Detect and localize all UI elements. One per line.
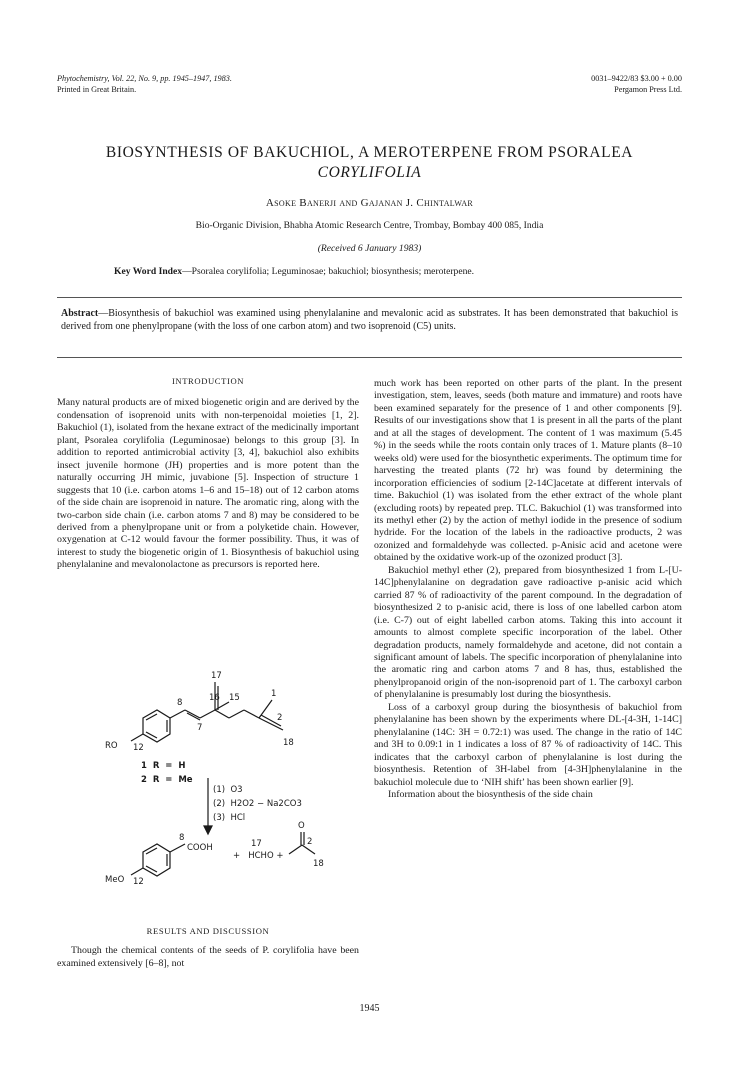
carbon-18: 18 bbox=[283, 738, 294, 748]
running-header-left bbox=[57, 74, 232, 95]
price-code: 0031–9422/83 $3.00 + 0.00 bbox=[591, 74, 682, 83]
carbon-18-acetone: 18 bbox=[313, 859, 324, 869]
carbon-16: 16 bbox=[209, 693, 220, 703]
carboxyl-group: COOH bbox=[187, 843, 213, 853]
received-date: (Received 6 January 1983) bbox=[317, 243, 422, 254]
introduction-section bbox=[57, 375, 359, 572]
carbon-12: 12 bbox=[133, 743, 144, 753]
carbon-15: 15 bbox=[229, 693, 240, 703]
divider-bottom bbox=[57, 357, 682, 358]
introduction-paragraph: Many natural products are of mixed biogenetic origin and are derived by the condensation of isoprenoid units with non-terpenoidal moieties [1, 2]. Bakuchiol (1), isolated from the hexane extract of the medicinally important plant, Psoralea corylifolia (Leguminosae) belongs to this group [3]. In addition to reported antimicrobial activity [3, 4], bakuchiol also exhibits insect juvenile hormone (JH) properties and is more potent than the naturally occurring JH mimic, juvabione [5]. Inspection of structure 1 suggests that 10 (i.e. carbon atoms 1–6 and 15–18) out of 12 carbon atoms of the side chain are isoprenoid in nature. The aromatic ring, along with the two-carbon side chain (i.e. carbon atoms 7 and 8) may be considered to be derived from a phenylpropane unit or from a polyketide chain. However, oxygenation at C-12 would favour the former possibility. Thus, it was of interest to study the biogenetic origin of 1. Biosynthesis of bakuchiol using phenylalanine and mevalonolactone as precursors is reported here. bbox=[57, 397, 359, 571]
running-header-right bbox=[591, 74, 682, 95]
abstract-label: Abstract bbox=[61, 308, 99, 319]
step-ozonolysis: (1) O3 bbox=[213, 785, 243, 795]
compound-1-label: 1 R = H bbox=[141, 761, 186, 771]
abstract bbox=[61, 307, 678, 334]
results-heading: RESULTS AND DISCUSSION bbox=[146, 926, 270, 936]
title-line-1: BIOSYNTHESIS OF BAKUCHIOL, A MEROTERPENE FROM PSORALEA bbox=[105, 144, 634, 161]
divider-top bbox=[57, 297, 682, 298]
journal-citation: Phytochemistry, Vol. 22, No. 9, pp. 1945–1947, 1983. bbox=[57, 74, 232, 83]
carbon-8-anisic: 8 bbox=[179, 833, 185, 843]
paragraph-side-chain: Information about the biosynthesis of the side chain bbox=[388, 788, 593, 800]
carbon-12-anisic: 12 bbox=[133, 877, 144, 887]
printed-in: Printed in Great Britain. bbox=[57, 84, 137, 94]
acetone-oxygen: O bbox=[298, 821, 305, 831]
affiliation: Bio-Organic Division, Bhabha Atomic Research Centre, Trombay, Bombay 400 085, India bbox=[195, 220, 544, 231]
results-paragraph: Though the chemical contents of the seeds of P. corylifolia have been examined extensively [6–8], not bbox=[57, 945, 359, 969]
reaction-scheme bbox=[57, 620, 359, 910]
carbon-8: 8 bbox=[177, 698, 183, 708]
carbon-17-formaldehyde: 17 bbox=[251, 839, 262, 849]
carbon-1: 1 bbox=[271, 689, 277, 699]
ro-group: RO bbox=[105, 741, 118, 751]
paragraph-carboxyl-loss: Loss of a carboxyl group during the biosynthesis of bakuchiol from phenylalanine has been shown by the experiments where DL-[4-3H, 1-14C] phenylalanine (14C: 3H = 0.72:1) was used. The change in the ratio of 14C and 3H to 0.09:1 in 1 indicates a loss of 87 % of radioactivity of 14C. This indicates that the carboxyl carbon of phenylalanine is lost during the biosynthesis. Retention of 3H-label from [4-3H]phenylalanine in the bakuchiol molecule due to ‘NIH shift’ has been shown earlier [9]. bbox=[374, 701, 682, 788]
keyword-label: Key Word Index bbox=[114, 266, 183, 277]
keyword-index bbox=[114, 266, 674, 277]
publisher: Pergamon Press Ltd. bbox=[614, 84, 682, 94]
carbon-17: 17 bbox=[211, 671, 222, 681]
paragraph-plant-parts: much work has been reported on other parts of the plant. In the present investigation, stem, leaves, seeds (both mature and immature) and roots have been examined separately for the presence of 1 and other components [9]. Results of our investigations show that 1 is present in all the parts of the plant and at all the stages of development. The content of 1 was maximum (5.45 %) in the seeds while the roots contain only traces of 1. Mature plants (8–10 weeks old) were used for the biosynthetic experiments. The optimum time for harvesting the treated plants (72 hr) was found by determining the incorporation efficiencies of sodium [2-14C]acetate at different intervals of time. Bakuchiol (1) was isolated from the ether extract of the whole plant (excluding roots) by repeated prep. TLC. Bakuchiol (1) was transformed into its methyl ether (2) by the action of methyl iodide in the presence of sodium hydride. For the location of the labels in the radioactive products, 2 was ozonized and formaldehyde was collected. p-Anisic acid and acetone were obtained by the oxidative work-up of the ozonized product [3]. bbox=[374, 378, 682, 564]
title-line-2: CORYLIFOLIA bbox=[317, 164, 422, 181]
compound-2-label: 2 R = Me bbox=[141, 775, 193, 785]
step-acid: (3) HCl bbox=[213, 813, 246, 823]
carbon-2: 2 bbox=[277, 713, 283, 723]
introduction-heading: INTRODUCTION bbox=[171, 376, 245, 386]
methoxy-group: MeO bbox=[105, 875, 125, 885]
carbon-2-acetone: 2 bbox=[307, 837, 313, 847]
keyword-text: —Psoralea corylifolia; Leguminosae; bakuchiol; biosynthesis; meroterpene. bbox=[182, 266, 475, 277]
article-title bbox=[60, 143, 679, 183]
paragraph-phenylalanine: Bakuchiol methyl ether (2), prepared from biosynthesized 1 from L-[U-14C]phenylalanine on degradation gave radioactive p-anisic acid which carried 87 % of radioactivity of the parent compound. In the degradation of biosynthesized 2 to p-anisic acid, there is loss of one labelled carbon atom (i.e. C-7) out of eight labelled carbon atoms. Taking this into account it amounts to almost complete specific incorporation of the label. Other degradation products, namely formaldehyde and acetone, did not contain a significant amount of labels. The specific incorporation of phenylalanine into the aromatic ring and carbon atoms 7 and 8 has, thus, established the phenylpropanoid origin of the non-isoprenoid part of 1. The carboxyl carbon of phenylalanine is presumably lost during the biosynthesis. bbox=[374, 564, 682, 701]
carbon-7: 7 bbox=[197, 723, 203, 733]
right-column bbox=[374, 378, 682, 801]
page-number: 1945 bbox=[359, 1003, 380, 1014]
authors: Asoke Banerji and Gajanan J. Chintalwar bbox=[265, 197, 474, 209]
abstract-text: —Biosynthesis of bakuchiol was examined using phenylalanine and mevalonic acid as substrates. It has been demonstrated that bakuchiol is derived from one phenylpropane (with the loss of one carbon atom) and two isoprenoid (C5) units. bbox=[61, 308, 678, 333]
results-section bbox=[57, 925, 359, 970]
formaldehyde-label: + HCHO + bbox=[233, 851, 284, 861]
step-peroxide: (2) H2O2 − Na2CO3 bbox=[213, 799, 302, 809]
